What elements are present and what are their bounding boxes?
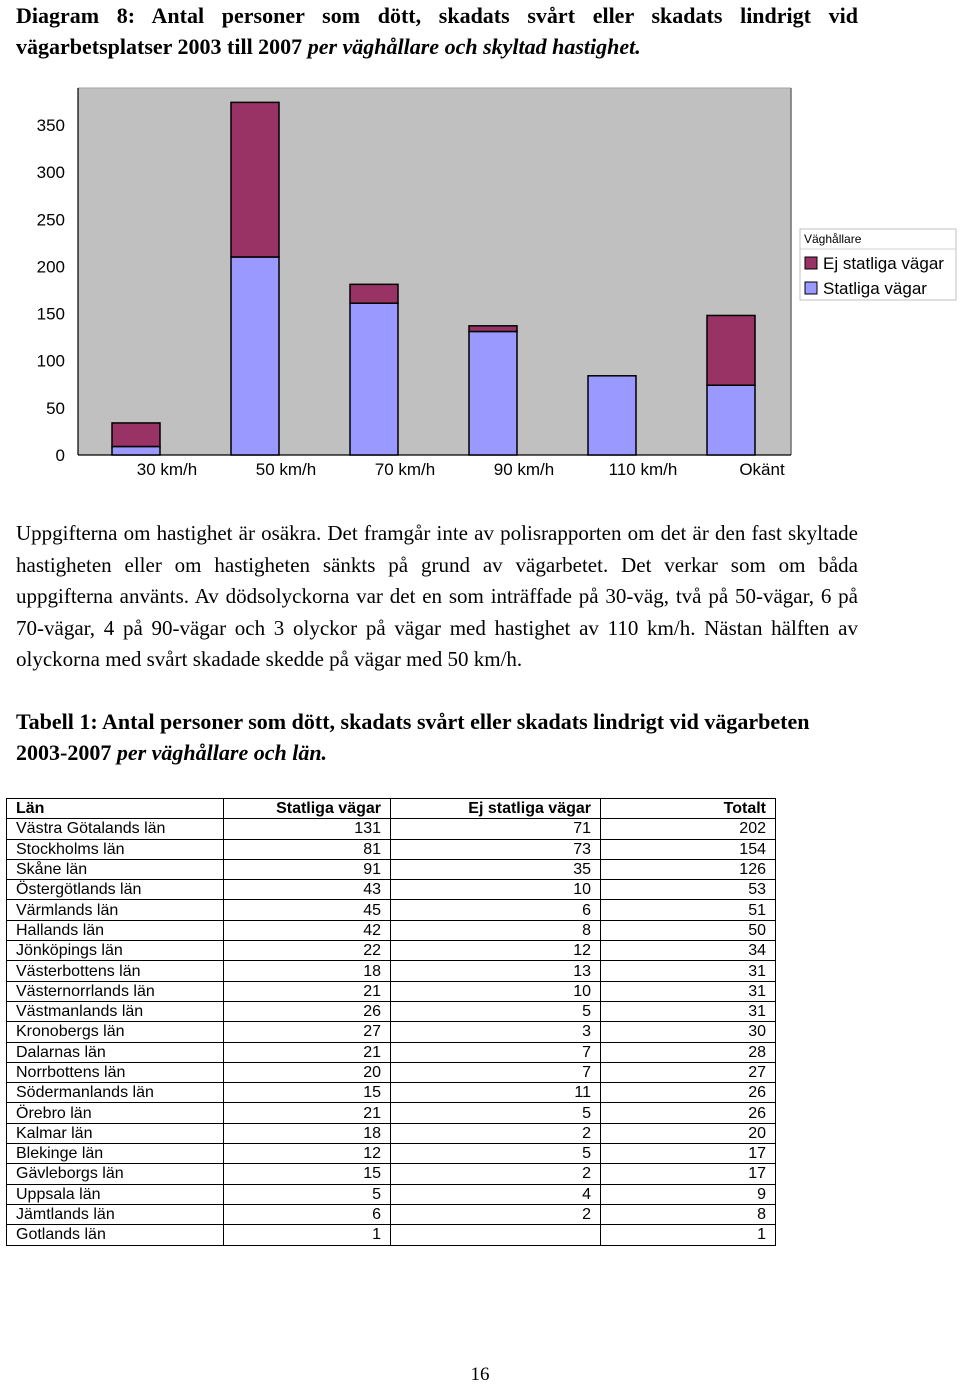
cell-totalt: 28 [601,1042,776,1062]
cell-lan: Södermanlands län [7,1083,224,1103]
diagram-heading-emphasis: per väghållare och skyltad hastighet. [307,34,641,59]
cell-lan: Stockholms län [7,839,224,859]
table-row [7,920,776,940]
cell-statliga: 131 [224,819,391,839]
cell-lan: Östergötlands län [7,880,224,900]
table-caption [16,706,858,768]
bar-segment [350,284,398,303]
x-tick-label: Okänt [739,460,785,479]
cell-ej-statliga: 10 [391,981,601,1001]
header-ej-statliga: Ej statliga vägar [391,799,601,819]
cell-totalt: 31 [601,1001,776,1021]
table-row [7,1062,776,1082]
table-row [7,839,776,859]
y-tick-label: 300 [36,163,65,183]
cell-statliga: 6 [224,1204,391,1224]
header-totalt: Totalt [601,799,776,819]
cell-lan: Västernorrlands län [7,981,224,1001]
cell-lan: Dalarnas län [7,1042,224,1062]
cell-ej-statliga: 6 [391,900,601,920]
cell-statliga: 21 [224,981,391,1001]
cell-ej-statliga: 5 [391,1001,601,1021]
cell-totalt: 17 [601,1164,776,1184]
table-row [7,1225,776,1245]
cell-lan: Hallands län [7,920,224,940]
bar-segment [588,376,636,455]
cell-statliga: 20 [224,1062,391,1082]
cell-statliga: 18 [224,961,391,981]
bar-segment [231,257,279,455]
cell-lan: Jämtlands län [7,1204,224,1224]
table-row [7,1204,776,1224]
x-tick-label: 90 km/h [493,460,555,479]
cell-lan: Skåne län [7,859,224,879]
cell-totalt: 27 [601,1062,776,1082]
cell-lan: Blekinge län [7,1144,224,1164]
bar-segment [231,102,279,257]
legend-swatch [805,282,817,294]
cell-ej-statliga: 5 [391,1103,601,1123]
table-caption-emphasis: per väghållare och län. [116,740,328,765]
body-paragraph: Uppgifterna om hastighet är osäkra. Det framgår inte av polisrapporten om det är den fast skyltade hastigheten eller om hastigheten sänkts på grund av vägarbetet. Det verkar som om båda uppgifterna använts. Av dödsolyckorna var det en som inträffade på 30-väg, två på 50-vägar, 6 på 70-vägar, 4 på 90-vägar och 3 olyckor på vägar med hastighet av 110 km/h. Nästan hälften av olyckorna med svårt skadade skedde på vägar med 50 km/h. [16,521,858,671]
cell-statliga: 42 [224,920,391,940]
stacked-bar-chart [0,80,960,500]
table-row [7,1123,776,1143]
cell-ej-statliga: 3 [391,1022,601,1042]
cell-totalt: 30 [601,1022,776,1042]
cell-totalt: 1 [601,1225,776,1245]
table-row [7,941,776,961]
bar-segment [112,423,160,447]
bar-segment [112,447,160,455]
cell-statliga: 15 [224,1083,391,1103]
cell-ej-statliga: 11 [391,1083,601,1103]
cell-statliga: 22 [224,941,391,961]
cell-totalt: 26 [601,1083,776,1103]
plot-area [78,88,791,455]
cell-ej-statliga [391,1225,601,1245]
table-row [7,1022,776,1042]
bar-segment [469,331,517,455]
cell-ej-statliga: 2 [391,1123,601,1143]
cell-totalt: 154 [601,839,776,859]
cell-totalt: 126 [601,859,776,879]
cell-ej-statliga: 35 [391,859,601,879]
cell-totalt: 50 [601,920,776,940]
y-tick-label: 250 [36,210,65,230]
cell-lan: Örebro län [7,1103,224,1123]
cell-lan: Gävleborgs län [7,1164,224,1184]
cell-totalt: 202 [601,819,776,839]
cell-totalt: 51 [601,900,776,920]
cell-statliga: 18 [224,1123,391,1143]
cell-statliga: 81 [224,839,391,859]
cell-ej-statliga: 13 [391,961,601,981]
legend-label: Statliga vägar [823,279,927,298]
cell-totalt: 9 [601,1184,776,1204]
cell-lan: Västmanlands län [7,1001,224,1021]
cell-totalt: 26 [601,1103,776,1123]
y-tick-label: 150 [36,304,65,324]
cell-statliga: 26 [224,1001,391,1021]
table-row [7,1042,776,1062]
x-tick-label: 30 km/h [136,460,198,479]
cell-ej-statliga: 12 [391,941,601,961]
cell-statliga: 5 [224,1184,391,1204]
legend-swatch [805,257,817,269]
cell-lan: Kalmar län [7,1123,224,1143]
page-number: 16 [470,1364,490,1385]
table-row [7,1001,776,1021]
cell-totalt: 31 [601,961,776,981]
bar-segment [707,315,755,385]
table-row [7,1083,776,1103]
cell-statliga: 43 [224,880,391,900]
cell-statliga: 15 [224,1164,391,1184]
cell-lan: Jönköpings län [7,941,224,961]
cell-totalt: 53 [601,880,776,900]
cell-statliga: 21 [224,1103,391,1123]
table-header-row [7,799,776,819]
cell-ej-statliga: 7 [391,1042,601,1062]
cell-statliga: 45 [224,900,391,920]
cell-totalt: 17 [601,1144,776,1164]
bar-segment [469,326,517,332]
cell-lan: Uppsala län [7,1184,224,1204]
cell-lan: Västerbottens län [7,961,224,981]
header-statliga: Statliga vägar [224,799,391,819]
y-tick-label: 100 [36,351,65,371]
cell-ej-statliga: 8 [391,920,601,940]
header-lan: Län [7,799,224,819]
cell-lan: Värmlands län [7,900,224,920]
cell-statliga: 1 [224,1225,391,1245]
y-tick-label: 50 [46,398,65,418]
cell-totalt: 31 [601,981,776,1001]
y-tick-label: 350 [36,116,65,135]
cell-ej-statliga: 2 [391,1204,601,1224]
cell-statliga: 91 [224,859,391,879]
cell-lan: Gotlands län [7,1225,224,1245]
cell-statliga: 21 [224,1042,391,1062]
y-tick-label: 0 [55,446,65,465]
cell-statliga: 27 [224,1022,391,1042]
bar-segment [707,385,755,455]
table-row [7,981,776,1001]
table-row [7,819,776,839]
table-row [7,1164,776,1184]
cell-ej-statliga: 5 [391,1144,601,1164]
x-tick-label: 110 km/h [608,460,678,479]
diagram-heading-text: Diagram 8: Antal personer som dött, skadats svårt eller skadats lindrigt vid vägarbetsplatser 2003 till 2007 [16,3,858,59]
table-row [7,900,776,920]
cell-ej-statliga: 73 [391,839,601,859]
legend-label: Ej statliga vägar [823,254,944,273]
cell-ej-statliga: 10 [391,880,601,900]
table-row [7,859,776,879]
table-row [7,961,776,981]
cell-lan: Kronobergs län [7,1022,224,1042]
table-caption-text: Tabell 1: Antal personer som dött, skadats svårt eller skadats lindrigt vid vägarbeten 2003-2007 [16,709,810,765]
table-row [7,1144,776,1164]
cell-lan: Norrbottens län [7,1062,224,1082]
table-row [7,880,776,900]
cell-statliga: 12 [224,1144,391,1164]
cell-ej-statliga: 4 [391,1184,601,1204]
x-tick-label: 70 km/h [374,460,436,479]
cell-ej-statliga: 71 [391,819,601,839]
diagram-heading [16,0,858,62]
cell-ej-statliga: 7 [391,1062,601,1082]
legend-title: Väghållare [804,232,862,246]
cell-lan: Västra Götalands län [7,819,224,839]
table-row [7,1184,776,1204]
bar-segment [350,303,398,455]
cell-totalt: 20 [601,1123,776,1143]
x-tick-label: 50 km/h [255,460,317,479]
cell-ej-statliga: 2 [391,1164,601,1184]
table-row [7,1103,776,1123]
cell-totalt: 8 [601,1204,776,1224]
cell-totalt: 34 [601,941,776,961]
y-tick-label: 200 [36,257,65,277]
county-table [6,798,776,1246]
